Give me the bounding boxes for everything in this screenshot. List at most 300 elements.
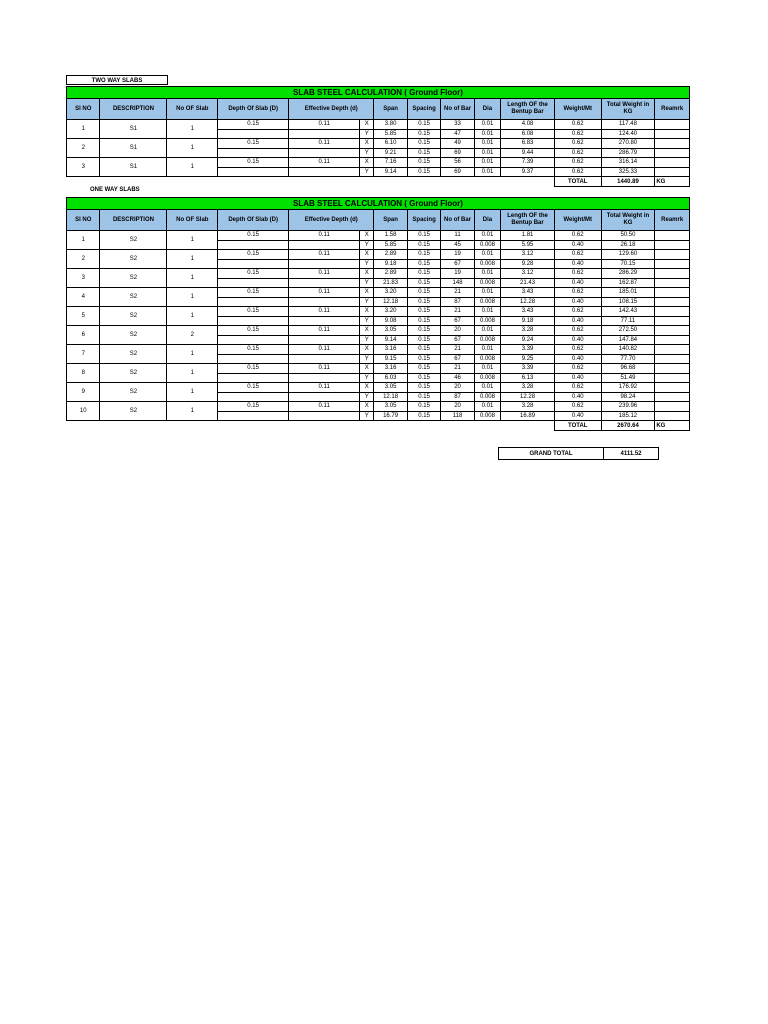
sl-no-cell: 3 (67, 269, 100, 288)
weight-per-mt-cell: 0.62 (554, 402, 601, 412)
weight-per-mt-cell: 0.62 (554, 231, 601, 241)
bentup-length-cell: 9.24 (501, 335, 555, 345)
depth-cell-empty (218, 392, 289, 402)
bentup-length-cell: 9.25 (501, 354, 555, 364)
bentup-length-cell: 5.95 (501, 240, 555, 250)
depth-cell: 0.15 (218, 383, 289, 393)
remark-cell (655, 411, 690, 421)
depth-cell-empty (218, 316, 289, 326)
description-cell: S1 (100, 120, 167, 139)
total-weight-cell: 26.18 (601, 240, 655, 250)
weight-per-mt-cell: 0.62 (554, 288, 601, 298)
remark-cell (655, 373, 690, 383)
dia-cell: 0.01 (474, 364, 500, 374)
col-header-bentup-length: Length OF the Bentup Bar (501, 99, 555, 120)
weight-per-mt-cell: 0.62 (554, 120, 601, 130)
dia-cell: 0.01 (474, 402, 500, 412)
span-cell: 3.16 (374, 364, 407, 374)
weight-per-mt-cell: 0.62 (554, 269, 601, 279)
no-of-bar-cell: 21 (441, 345, 474, 355)
axis-cell: Y (360, 240, 374, 250)
no-of-bar-cell: 56 (441, 158, 474, 168)
no-of-bar-cell: 118 (441, 411, 474, 421)
table-row (67, 345, 690, 355)
description-cell: S1 (100, 158, 167, 177)
axis-cell: Y (360, 373, 374, 383)
depth-cell-empty (218, 148, 289, 158)
bentup-length-cell: 6.08 (501, 129, 555, 139)
weight-per-mt-cell: 0.62 (554, 383, 601, 393)
sl-no-cell: 8 (67, 364, 100, 383)
no-of-bar-cell: 11 (441, 231, 474, 241)
col-header-description: DESCRIPTION (100, 99, 167, 120)
col-header-weight-per-mt: Weight/Mt (554, 99, 601, 120)
axis-cell: Y (360, 335, 374, 345)
no-of-bar-cell: 46 (441, 373, 474, 383)
weight-per-mt-cell: 0.40 (554, 316, 601, 326)
no-of-bar-cell: 87 (441, 297, 474, 307)
bentup-length-cell: 7.39 (501, 158, 555, 168)
effective-depth-cell-empty (289, 297, 360, 307)
depth-cell-empty (218, 259, 289, 269)
col-header-description: DESCRIPTION (100, 210, 167, 231)
table-row (67, 158, 690, 168)
remark-cell (655, 269, 690, 279)
remark-cell (655, 307, 690, 317)
sl-no-cell: 7 (67, 345, 100, 364)
sl-no-cell: 1 (67, 120, 100, 139)
span-cell: 6.03 (374, 373, 407, 383)
table-row (67, 326, 690, 336)
col-header-no-of-slab: No OF Slab (167, 210, 218, 231)
spacing-cell: 0.15 (407, 240, 440, 250)
depth-cell: 0.15 (218, 402, 289, 412)
table-title: SLAB STEEL CALCULATION ( Ground Floor) (67, 198, 690, 210)
description-cell: S2 (100, 231, 167, 250)
description-cell: S2 (100, 250, 167, 269)
span-cell: 1.58 (374, 231, 407, 241)
weight-per-mt-cell: 0.40 (554, 259, 601, 269)
dia-cell: 0.008 (474, 297, 500, 307)
table-row (67, 139, 690, 149)
span-cell: 16.79 (374, 411, 407, 421)
no-of-bar-cell: 20 (441, 383, 474, 393)
axis-cell: Y (360, 316, 374, 326)
col-header-spacing: Spacing (407, 99, 440, 120)
no-of-slab-cell: 1 (167, 345, 218, 364)
bentup-length-cell: 3.28 (501, 402, 555, 412)
axis-cell: Y (360, 167, 374, 177)
dia-cell: 0.01 (474, 326, 500, 336)
col-header-no-of-bar: No of Bar (441, 99, 474, 120)
axis-cell: X (360, 269, 374, 279)
span-cell: 9.18 (374, 259, 407, 269)
bentup-length-cell: 16.89 (501, 411, 555, 421)
spacing-cell: 0.15 (407, 307, 440, 317)
table-row (67, 383, 690, 393)
spacing-cell: 0.15 (407, 278, 440, 288)
bentup-length-cell: 9.18 (501, 316, 555, 326)
spacing-cell: 0.15 (407, 354, 440, 364)
spacing-cell: 0.15 (407, 335, 440, 345)
effective-depth-cell-empty (289, 278, 360, 288)
depth-cell: 0.15 (218, 288, 289, 298)
depth-cell-empty (218, 240, 289, 250)
total-row-spacer (67, 421, 555, 431)
col-header-remark: Reamrk (655, 99, 690, 120)
no-of-bar-cell: 19 (441, 250, 474, 260)
dia-cell: 0.008 (474, 335, 500, 345)
depth-cell: 0.15 (218, 307, 289, 317)
weight-per-mt-cell: 0.40 (554, 392, 601, 402)
spacing-cell: 0.15 (407, 373, 440, 383)
span-cell: 9.14 (374, 335, 407, 345)
depth-cell-empty (218, 167, 289, 177)
dia-cell: 0.008 (474, 316, 500, 326)
spacing-cell: 0.15 (407, 158, 440, 168)
col-header-total-weight: Total Weight in KG (601, 99, 655, 120)
no-of-bar-cell: 69 (441, 167, 474, 177)
dia-cell: 0.01 (474, 139, 500, 149)
col-header-sl-no: Sl NO (67, 99, 100, 120)
total-weight-cell: 129.60 (601, 250, 655, 260)
no-of-bar-cell: 47 (441, 129, 474, 139)
effective-depth-cell-empty (289, 259, 360, 269)
description-cell: S1 (100, 139, 167, 158)
no-of-bar-cell: 45 (441, 240, 474, 250)
span-cell: 7.16 (374, 158, 407, 168)
spacing-cell: 0.15 (407, 297, 440, 307)
dia-cell: 0.01 (474, 345, 500, 355)
remark-cell (655, 120, 690, 130)
table-row (67, 120, 690, 130)
axis-cell: X (360, 402, 374, 412)
no-of-bar-cell: 20 (441, 402, 474, 412)
dia-cell: 0.008 (474, 392, 500, 402)
no-of-bar-cell: 67 (441, 335, 474, 345)
dia-cell: 0.01 (474, 148, 500, 158)
axis-cell: X (360, 364, 374, 374)
effective-depth-cell: 0.11 (289, 383, 360, 393)
dia-cell: 0.01 (474, 167, 500, 177)
depth-cell-empty (218, 129, 289, 139)
total-weight-cell: 50.50 (601, 231, 655, 241)
effective-depth-cell-empty (289, 335, 360, 345)
spacing-cell: 0.15 (407, 148, 440, 158)
spacing-cell: 0.15 (407, 402, 440, 412)
total-weight-cell: 147.84 (601, 335, 655, 345)
depth-cell: 0.15 (218, 158, 289, 168)
no-of-slab-cell: 1 (167, 139, 218, 158)
spacing-cell: 0.15 (407, 383, 440, 393)
total-weight-cell: 272.50 (601, 326, 655, 336)
effective-depth-cell-empty (289, 411, 360, 421)
dia-cell: 0.008 (474, 373, 500, 383)
dia-cell: 0.008 (474, 278, 500, 288)
two-way-slabs-label: TWO WAY SLABS (66, 75, 168, 85)
depth-cell: 0.15 (218, 250, 289, 260)
axis-cell: X (360, 120, 374, 130)
total-weight-cell: 77.11 (601, 316, 655, 326)
col-header-no-of-slab: No OF Slab (167, 99, 218, 120)
effective-depth-cell-empty (289, 167, 360, 177)
axis-cell: X (360, 139, 374, 149)
weight-per-mt-cell: 0.40 (554, 373, 601, 383)
axis-cell: Y (360, 354, 374, 364)
effective-depth-cell: 0.11 (289, 269, 360, 279)
axis-cell: Y (360, 129, 374, 139)
effective-depth-cell: 0.11 (289, 307, 360, 317)
total-weight-cell: 185.01 (601, 288, 655, 298)
dia-cell: 0.01 (474, 120, 500, 130)
table-row (67, 307, 690, 317)
dia-cell: 0.008 (474, 240, 500, 250)
weight-per-mt-cell: 0.62 (554, 139, 601, 149)
total-label: TOTAL (554, 421, 601, 431)
effective-depth-cell: 0.11 (289, 288, 360, 298)
col-header-dia: Dia (474, 99, 500, 120)
depth-cell-empty (218, 278, 289, 288)
axis-cell: X (360, 345, 374, 355)
no-of-bar-cell: 21 (441, 364, 474, 374)
col-header-dia: Dia (474, 210, 500, 231)
col-header-effective-depth: Effective Depth (d) (289, 210, 374, 231)
spacing-cell: 0.15 (407, 250, 440, 260)
total-weight-cell: 124.40 (601, 129, 655, 139)
description-cell: S2 (100, 402, 167, 421)
remark-cell (655, 139, 690, 149)
no-of-bar-cell: 67 (441, 316, 474, 326)
spacing-cell: 0.15 (407, 392, 440, 402)
bentup-length-cell: 3.28 (501, 326, 555, 336)
no-of-bar-cell: 87 (441, 392, 474, 402)
sl-no-cell: 6 (67, 326, 100, 345)
effective-depth-cell: 0.11 (289, 402, 360, 412)
grand-total-value: 4111.52 (604, 448, 659, 460)
no-of-bar-cell: 21 (441, 307, 474, 317)
sl-no-cell: 2 (67, 139, 100, 158)
col-header-no-of-bar: No of Bar (441, 210, 474, 231)
dia-cell: 0.01 (474, 231, 500, 241)
remark-cell (655, 278, 690, 288)
depth-cell: 0.15 (218, 120, 289, 130)
weight-per-mt-cell: 0.62 (554, 158, 601, 168)
spacing-cell: 0.15 (407, 288, 440, 298)
total-weight-cell: 239.96 (601, 402, 655, 412)
no-of-bar-cell: 67 (441, 354, 474, 364)
weight-per-mt-cell: 0.40 (554, 240, 601, 250)
no-of-slab-cell: 1 (167, 158, 218, 177)
spacing-cell: 0.15 (407, 231, 440, 241)
effective-depth-cell: 0.11 (289, 139, 360, 149)
remark-cell (655, 167, 690, 177)
total-weight-cell: 162.87 (601, 278, 655, 288)
remark-cell (655, 383, 690, 393)
effective-depth-cell: 0.11 (289, 158, 360, 168)
depth-cell: 0.15 (218, 326, 289, 336)
effective-depth-cell: 0.11 (289, 231, 360, 241)
span-cell: 3.20 (374, 307, 407, 317)
total-weight-cell: 142.43 (601, 307, 655, 317)
no-of-slab-cell: 1 (167, 250, 218, 269)
remark-cell (655, 326, 690, 336)
no-of-bar-cell: 67 (441, 259, 474, 269)
sl-no-cell: 9 (67, 383, 100, 402)
bentup-length-cell: 3.39 (501, 345, 555, 355)
sl-no-cell: 5 (67, 307, 100, 326)
axis-cell: X (360, 326, 374, 336)
weight-per-mt-cell: 0.40 (554, 354, 601, 364)
weight-per-mt-cell: 0.62 (554, 250, 601, 260)
description-cell: S2 (100, 288, 167, 307)
one-way-slabs-label: ONE WAY SLABS (90, 187, 140, 193)
col-header-span: Span (374, 99, 407, 120)
axis-cell: Y (360, 297, 374, 307)
span-cell: 3.05 (374, 326, 407, 336)
no-of-bar-cell: 33 (441, 120, 474, 130)
bentup-length-cell: 3.12 (501, 269, 555, 279)
spacing-cell: 0.15 (407, 167, 440, 177)
total-weight-cell: 98.24 (601, 392, 655, 402)
axis-cell: X (360, 158, 374, 168)
description-cell: S2 (100, 326, 167, 345)
table-row (67, 231, 690, 241)
span-cell: 9.14 (374, 167, 407, 177)
bentup-length-cell: 6.13 (501, 373, 555, 383)
effective-depth-cell-empty (289, 129, 360, 139)
bentup-length-cell: 1.81 (501, 231, 555, 241)
spacing-cell: 0.15 (407, 120, 440, 130)
remark-cell (655, 129, 690, 139)
weight-per-mt-cell: 0.62 (554, 167, 601, 177)
grand-total-label: GRAND TOTAL (499, 448, 604, 460)
effective-depth-cell-empty (289, 316, 360, 326)
remark-cell (655, 345, 690, 355)
bentup-length-cell: 3.12 (501, 250, 555, 260)
bentup-length-cell: 21.43 (501, 278, 555, 288)
two-way-slab-table (66, 86, 690, 187)
total-weight-cell: 108.15 (601, 297, 655, 307)
total-weight-cell: 140.82 (601, 345, 655, 355)
spacing-cell: 0.15 (407, 316, 440, 326)
spacing-cell: 0.15 (407, 139, 440, 149)
grand-total-box (498, 447, 659, 460)
span-cell: 2.89 (374, 269, 407, 279)
bentup-length-cell: 4.08 (501, 120, 555, 130)
spacing-cell: 0.15 (407, 269, 440, 279)
span-cell: 2.89 (374, 250, 407, 260)
total-weight-cell: 77.70 (601, 354, 655, 364)
axis-cell: X (360, 383, 374, 393)
no-of-slab-cell: 1 (167, 307, 218, 326)
axis-cell: X (360, 231, 374, 241)
weight-per-mt-cell: 0.62 (554, 364, 601, 374)
span-cell: 9.08 (374, 316, 407, 326)
total-weight-cell: 117.48 (601, 120, 655, 130)
span-cell: 9.15 (374, 354, 407, 364)
total-weight-cell: 176.92 (601, 383, 655, 393)
col-header-depth-of-slab: Depth Of Slab (D) (218, 210, 289, 231)
weight-per-mt-cell: 0.40 (554, 411, 601, 421)
effective-depth-cell-empty (289, 240, 360, 250)
total-weight-cell: 51.49 (601, 373, 655, 383)
table-row (67, 288, 690, 298)
axis-cell: Y (360, 148, 374, 158)
weight-per-mt-cell: 0.62 (554, 307, 601, 317)
description-cell: S2 (100, 345, 167, 364)
sl-no-cell: 2 (67, 250, 100, 269)
no-of-bar-cell: 148 (441, 278, 474, 288)
total-weight-cell: 286.29 (601, 269, 655, 279)
total-weight-cell: 286.79 (601, 148, 655, 158)
col-header-remark: Reamrk (655, 210, 690, 231)
depth-cell-empty (218, 411, 289, 421)
depth-cell-empty (218, 373, 289, 383)
effective-depth-cell: 0.11 (289, 250, 360, 260)
total-value: 1440.89 (601, 177, 655, 187)
remark-cell (655, 297, 690, 307)
span-cell: 5.85 (374, 129, 407, 139)
remark-cell (655, 250, 690, 260)
dia-cell: 0.01 (474, 269, 500, 279)
span-cell: 3.05 (374, 383, 407, 393)
description-cell: S2 (100, 307, 167, 326)
span-cell: 9.21 (374, 148, 407, 158)
col-header-weight-per-mt: Weight/Mt (554, 210, 601, 231)
span-cell: 21.83 (374, 278, 407, 288)
effective-depth-cell-empty (289, 148, 360, 158)
weight-per-mt-cell: 0.40 (554, 278, 601, 288)
axis-cell: X (360, 288, 374, 298)
no-of-bar-cell: 49 (441, 139, 474, 149)
table-title: SLAB STEEL CALCULATION ( Ground Floor) (67, 87, 690, 99)
weight-per-mt-cell: 0.62 (554, 129, 601, 139)
depth-cell: 0.15 (218, 231, 289, 241)
span-cell: 12.18 (374, 392, 407, 402)
spacing-cell: 0.15 (407, 326, 440, 336)
axis-cell: Y (360, 259, 374, 269)
bentup-length-cell: 3.43 (501, 307, 555, 317)
axis-cell: Y (360, 411, 374, 421)
dia-cell: 0.01 (474, 307, 500, 317)
col-header-depth-of-slab: Depth Of Slab (D) (218, 99, 289, 120)
sl-no-cell: 4 (67, 288, 100, 307)
effective-depth-cell: 0.11 (289, 326, 360, 336)
description-cell: S2 (100, 269, 167, 288)
no-of-slab-cell: 1 (167, 364, 218, 383)
dia-cell: 0.008 (474, 259, 500, 269)
remark-cell (655, 148, 690, 158)
col-header-total-weight: Total Weight in KG (601, 210, 655, 231)
dia-cell: 0.008 (474, 354, 500, 364)
effective-depth-cell: 0.11 (289, 364, 360, 374)
dia-cell: 0.01 (474, 129, 500, 139)
spacing-cell: 0.15 (407, 345, 440, 355)
no-of-slab-cell: 1 (167, 288, 218, 307)
no-of-bar-cell: 21 (441, 288, 474, 298)
col-header-bentup-length: Length OF the Bentup Bar (501, 210, 555, 231)
table-row (67, 269, 690, 279)
total-weight-cell: 96.68 (601, 364, 655, 374)
bentup-length-cell: 9.28 (501, 259, 555, 269)
dia-cell: 0.01 (474, 158, 500, 168)
depth-cell: 0.15 (218, 364, 289, 374)
total-unit: KG (655, 421, 690, 431)
dia-cell: 0.01 (474, 383, 500, 393)
no-of-bar-cell: 69 (441, 148, 474, 158)
axis-cell: Y (360, 278, 374, 288)
bentup-length-cell: 6.83 (501, 139, 555, 149)
